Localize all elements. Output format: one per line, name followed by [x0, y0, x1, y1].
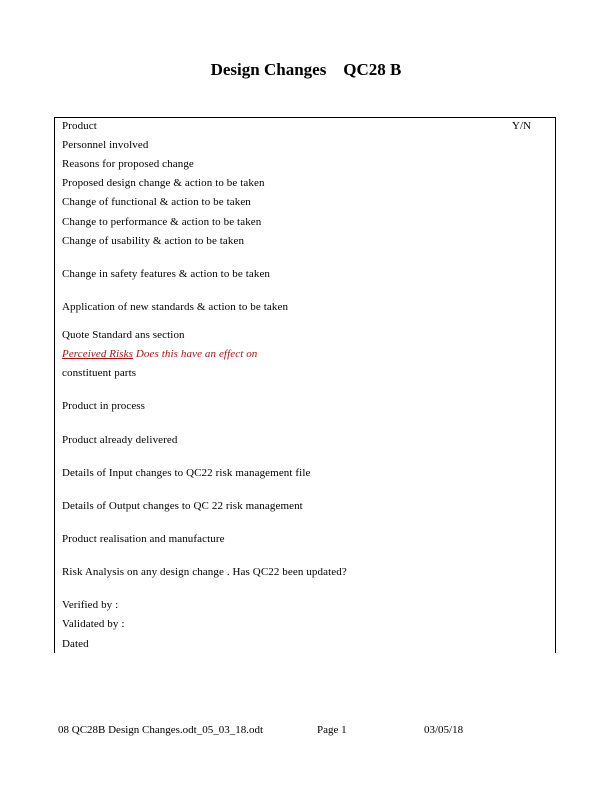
form-item: Reasons for proposed change	[62, 158, 194, 170]
yn-column-header: Y/N	[512, 120, 531, 132]
form-item: Change of usability & action to be taken	[62, 235, 245, 247]
form-item: Product realisation and manufacture	[62, 533, 225, 545]
footer-filename: 08 QC28B Design Changes.odt_05_03_18.odt	[58, 724, 264, 736]
form-item: Risk Analysis on any design change . Has QC22 been updated?	[62, 566, 347, 578]
validated-by-label: Validated by :	[62, 618, 125, 630]
perceived-risks-text: Does this have an effect on	[133, 348, 258, 360]
form-item: constituent parts	[62, 367, 137, 379]
form-item: Personnel involved	[62, 139, 149, 151]
form-item: Product already delivered	[62, 434, 178, 446]
footer-date: 03/05/18	[424, 724, 464, 736]
form-item: Quote Standard ans section	[62, 329, 185, 341]
product-label: Product	[62, 120, 97, 132]
form-item: Proposed design change & action to be taken	[62, 177, 265, 189]
form-item: Change to performance & action to be taken	[62, 216, 262, 228]
form-item: Product in process	[62, 400, 146, 412]
form-item: Application of new standards & action to be taken	[62, 301, 289, 313]
dated-label: Dated	[62, 638, 89, 650]
perceived-risks-line	[62, 348, 257, 360]
form-item: Change of functional & action to be taken	[62, 196, 251, 208]
footer-page-number: Page 1	[317, 724, 347, 736]
document-title: Design Changes QC28 B	[210, 60, 402, 79]
perceived-risks-label: Perceived Risks	[62, 348, 134, 360]
form-item: Change in safety features & action to be taken	[62, 268, 271, 280]
form-item: Details of Output changes to QC 22 risk management	[62, 500, 303, 512]
form-item: Details of Input changes to QC22 risk management file	[62, 467, 311, 479]
verified-by-label: Verified by :	[62, 599, 119, 611]
